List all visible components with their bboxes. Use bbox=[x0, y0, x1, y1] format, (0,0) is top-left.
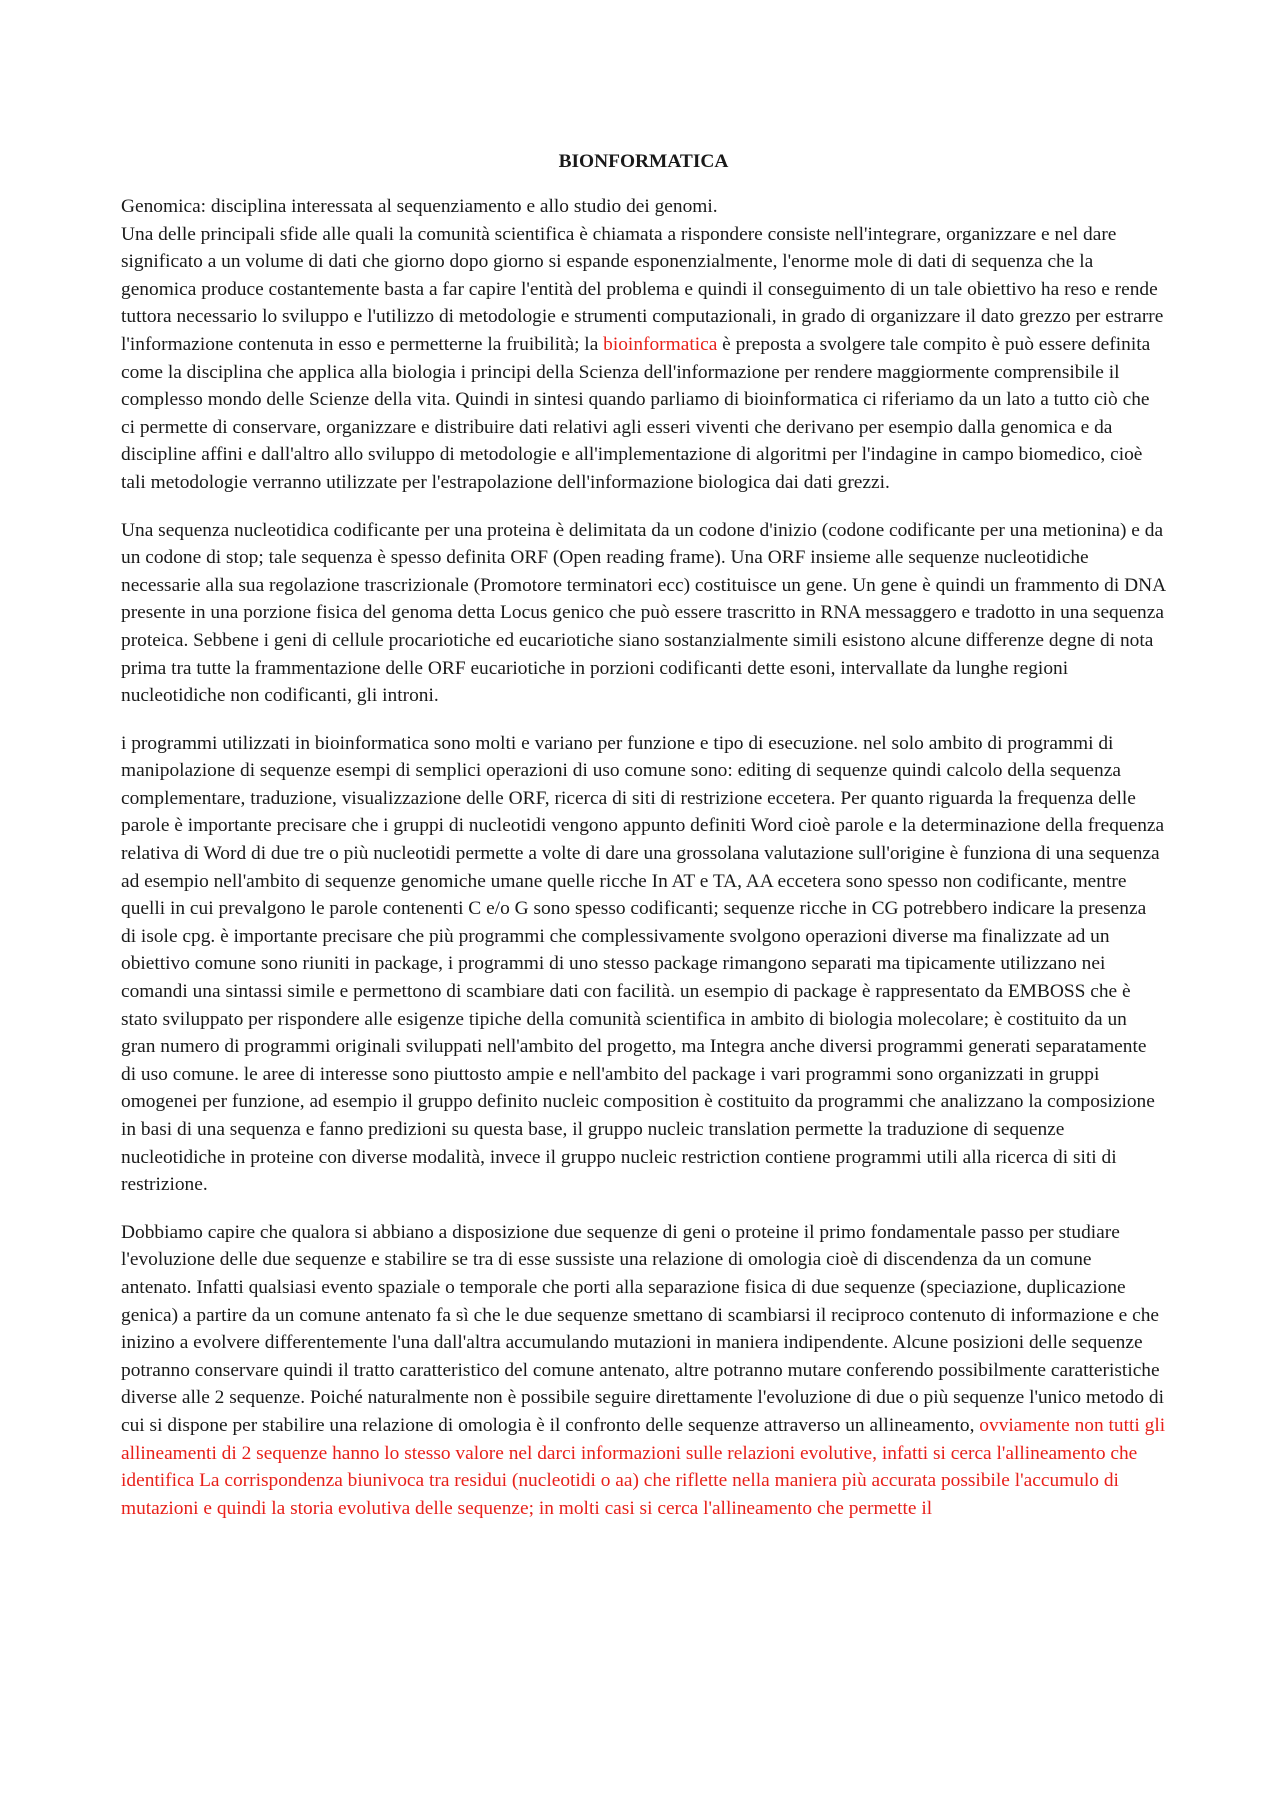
text-segment: i programmi utilizzati in bioinformatica sono molti e variano per funzione e tipo di esecuzione. nel solo ambito di programmi di manipolazione di sequenze esempi di semplici operazioni di uso comune sono: editing di sequenze quindi calcolo della sequenza complementare, traduzione, visualizzazione delle ORF, ricerca di siti di restrizione eccetera. Per quanto riguarda la frequenza delle parole è importante precisare che i gruppi di nucleotidi vengono appunto definiti Word cioè parole e la determinazione della frequenza relativa di Word di due tre o più nucleotidi permette a volte di dare una grossolana valutazione sull'origine è funziona di una sequenza ad esempio nell'ambito di sequenze genomiche umane quelle ricche In AT e TA, AA eccetera sono spesso non codificante, mentre quelli in cui prevalgono le parole contenenti C e/o G sono spesso codificanti; sequenze ricche in CG potrebbero indicare la presenza di isole cpg. è importante precisare che più programmi che complessivamente svolgono operazioni diverse ma finalizzate ad un obiettivo comune sono riuniti in package, i programmi di uno stesso package rimangono separati ma tipicamente utilizzano nei comandi una sintassi simile e permettono di scambiare dati con facilità. un esempio di package è rappresentato da EMBOSS che è stato sviluppato per rispondere alle esigenze tipiche della comunità scientifica in ambito di biologia molecolare; è costituito da un gran numero di programmi originali sviluppati nell'ambito del progetto, ma Integra anche diversi programmi generati separatamente di uso comune. le aree di interesse sono piuttosto ampie e nell'ambito del package i vari programmi sono organizzati in gruppi omogenei per funzione, ad esempio il gruppo definito nucleic composition è costituito da programmi che analizzano la composizione in basi di una sequenza e fanno predizioni su questa base, il gruppo nucleic translation permette la traduzione di sequenze nucleotidiche in proteine con diverse modalità, invece il gruppo nucleic restriction contiene programmi utili alla ricerca di siti di restrizione. bbox=[121, 732, 1165, 1196]
paragraph-programs bbox=[121, 730, 1166, 1199]
text-segment: Genomica: disciplina interessata al sequenziamento e allo studio dei genomi. bbox=[121, 196, 718, 217]
paragraph-alignment bbox=[121, 1219, 1166, 1523]
highlighted-text: ovviamente non tutti gli allineamenti di 2 sequenze hanno lo stesso valore nel darci informazioni sulle relazioni evolutive, infatti si cerca l'allineamento che identifica La corrispondenza biunivoca tra residui (nucleotidi o aa) che riflette nella maniera più accurata possibile l'accumulo di mutazioni e quindi la storia evolutiva delle sequenze; in molti casi si cerca l'allineamento che permette il bbox=[121, 1414, 1166, 1519]
text-segment: Una sequenza nucleotidica codificante per una proteina è delimitata da un codone d'inizio (codone codificante per una metionina) e da un codone di stop; tale sequenza è spesso definita ORF (Open reading frame). Una ORF insieme alle sequenze nucleotidiche necessarie alla sua regolazione trascrizionale (Promotore terminatori ecc) costituisce un gene. Un gene è quindi un frammento di DNA presente in una porzione fisica del genoma detta Locus genico che può essere trascritto in RNA messaggero e tradotto in una sequenza proteica. Sebbene i geni di cellule procariotiche ed eucariotiche siano sostanzialmente simili esistono alcune differenze degne di nota prima tra tutte la frammentazione delle ORF eucariotiche in porzioni codificanti dette esoni, intervallate da lunghe regioni nucleotidiche non codificanti, gli introni. bbox=[121, 519, 1166, 707]
paragraph-genomics bbox=[121, 193, 1166, 497]
highlighted-term: bioinformatica bbox=[603, 333, 718, 355]
text-segment: Una delle principali sfide alle quali la comunità scientifica è chiamata a rispondere consiste nell'integrare, organizzare e nel dare significato a un volume di dati che giorno dopo giorno si espande esponenzialmente, l'enorme mole di dati di sequenza che la genomica produce costantemente basta a far capire l'entità del problema e quindi il conseguimento di un tale obiettivo ha reso e rende tuttora necessario lo sviluppo e l'utilizzo di metodologie e strumenti computazionali, in grado di organizzare il dato grezzo per estrarre l'informazione contenuta in esso e permetterne la fruibilità; la bbox=[121, 223, 1164, 355]
document-title: BIONFORMATICA bbox=[558, 151, 729, 172]
text-segment: è preposta a svolgere tale compito è può essere definita come la disciplina che applica alla biologia i principi della Scienza dell'informazione per rendere maggiormente comprensibile il complesso mondo delle Scienze della vita. Quindi in sintesi quando parliamo di bioinformatica ci riferiamo da un lato a tutto ciò che ci permette di conservare, organizzare e distribuire dati relativi agli esseri viventi che derivano per esempio dalla genomica e da discipline affini e dall'altro allo sviluppo di metodologie e all'implementazione di algoritmi per l'indagine in campo biomedico, cioè tali metodologie verranno utilizzate per l'estrapolazione dell'informazione biologica dai dati grezzi. bbox=[121, 333, 1151, 493]
paragraph-orf-gene bbox=[121, 517, 1166, 710]
document-body bbox=[121, 148, 1166, 1522]
text-segment: Dobbiamo capire che qualora si abbiano a disposizione due sequenze di geni o proteine il primo fondamentale passo per studiare l'evoluzione delle due sequenze e stabilire se tra di esse sussiste una relazione di omologia cioè di discendenza da un comune antenato. Infatti qualsiasi evento spaziale o temporale che porti alla separazione fisica di due sequenze (speciazione, duplicazione genica) a partire da un comune antenato fa sì che le due sequenze smettano di scambiarsi il reciproco contenuto di informazione e che inizino a evolvere differentemente l'una dall'altra accumulando mutazioni in maniera indipendente. Alcune posizioni delle sequenze potranno conservare quindi il tratto caratteristico del comune antenato, altre potranno mutare conferendo possibilmente caratteristiche diverse alle 2 sequenze. Poiché naturalmente non è possibile seguire direttamente l'evoluzione di due o più sequenze l'unico metodo di cui si dispone per stabilire una relazione di omologia è il confronto delle sequenze attraverso un allineamento, bbox=[121, 1221, 1164, 1436]
